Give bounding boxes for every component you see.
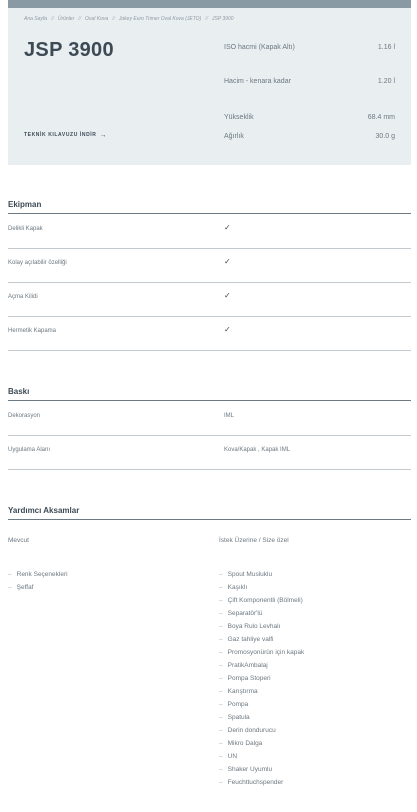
breadcrumb-series[interactable]: Jokey Euro Trimer Oval Kova (JETO) [118, 16, 202, 22]
printing-row-value: Kova/Kapak , Kapak IML [224, 447, 291, 453]
printing-row-value: IML [224, 413, 235, 419]
on-request-item: – Shaker Uyumlu [219, 763, 304, 776]
row-divider [8, 469, 411, 470]
row-divider [8, 350, 411, 351]
equipment-row-label: Açma Kilidi [8, 294, 38, 300]
breadcrumb-home[interactable]: Ana Sayfa [24, 16, 48, 22]
check-icon: ✓ [224, 223, 231, 232]
spec-label-height: Yükseklik [224, 114, 254, 121]
printing-title: Baskı [8, 387, 30, 396]
on-request-item: – UN [219, 750, 304, 763]
on-request-item: – Spout Musluklu [219, 568, 304, 581]
on-request-item: – Separatör'lü [219, 607, 304, 620]
on-request-item: – Mikro Dalga [219, 737, 304, 750]
on-request-list [219, 568, 304, 789]
on-request-item: – Pompa [219, 698, 304, 711]
spec-label-brim-volume: Hacim - kenara kadar [224, 78, 291, 85]
on-request-item: – Boya Rulo Levhalı [219, 620, 304, 633]
on-request-item: – Promosyonürün için kapak [219, 646, 304, 659]
spec-value-iso-volume: 1.16 l [377, 44, 395, 51]
check-icon: ✓ [224, 325, 231, 334]
equipment-title: Ekipman [8, 200, 42, 209]
breadcrumb-products[interactable]: Ürünler [57, 16, 75, 22]
available-item: – Şeffaf [8, 581, 68, 594]
spec-label-weight: Ağırlık [224, 133, 244, 140]
on-request-item: – Derin dondurucu [219, 724, 304, 737]
on-request-heading: İstek Üzerine / Size özel [219, 537, 289, 544]
on-request-item: – PratikAmbalaj [219, 659, 304, 672]
row-divider [8, 282, 411, 283]
on-request-item: – Kaşıklı [219, 581, 304, 594]
printing-row-label: Uygulama Alanı [8, 447, 51, 453]
spec-value-height: 68.4 mm [367, 114, 395, 121]
accessories-title: Yardımcı Aksamlar [8, 506, 80, 515]
spec-value-weight: 30.0 g [375, 133, 395, 140]
top-bar [8, 0, 411, 8]
equipment-divider [8, 213, 411, 214]
breadcrumb: Ana Sayfa // Ürünler // Oval Kova // Jokey Euro Trimer Oval Kova (JETO) // JSP 3900 [24, 16, 234, 22]
equipment-row-label: Delikli Kapak [8, 226, 43, 232]
breadcrumb-oval-bucket[interactable]: Oval Kova [85, 16, 109, 22]
spec-value-brim-volume: 1.20 l [377, 78, 395, 85]
row-divider [8, 435, 411, 436]
download-manual-link[interactable] [24, 132, 107, 139]
breadcrumb-current: JSP 3900 [212, 16, 234, 22]
check-icon: ✓ [224, 291, 231, 300]
on-request-item: – Feuchttuchspender [219, 776, 304, 789]
available-list [8, 568, 68, 594]
on-request-item: – Gaz tahliye valfi [219, 633, 304, 646]
printing-divider [8, 400, 411, 401]
printing-row-label: Dekorasyon [8, 413, 41, 419]
on-request-item: – Spatula [219, 711, 304, 724]
equipment-row-label: Kolay açılabilir özelliği [8, 260, 67, 266]
row-divider [8, 248, 411, 249]
accessories-divider [8, 519, 411, 520]
available-item: – Renk Seçenekleri [8, 568, 68, 581]
product-header [8, 8, 411, 165]
arrow-right-icon: → [99, 132, 108, 139]
available-heading: Mevcut [8, 537, 29, 544]
page-title: JSP 3900 [24, 39, 114, 61]
check-icon: ✓ [224, 257, 231, 266]
on-request-item: – Karıştırma [219, 685, 304, 698]
download-manual-label: TEKNİK KILAVUZU İNDİR [24, 132, 97, 138]
on-request-item: – Çift Komponentli (Bölmeli) [219, 594, 304, 607]
on-request-item: – Pompa Stoperi [219, 672, 304, 685]
spec-label-iso-volume: ISO hacmi (Kapak Altı) [224, 44, 295, 51]
equipment-row-label: Hermetik Kapama [8, 328, 57, 334]
row-divider [8, 316, 411, 317]
